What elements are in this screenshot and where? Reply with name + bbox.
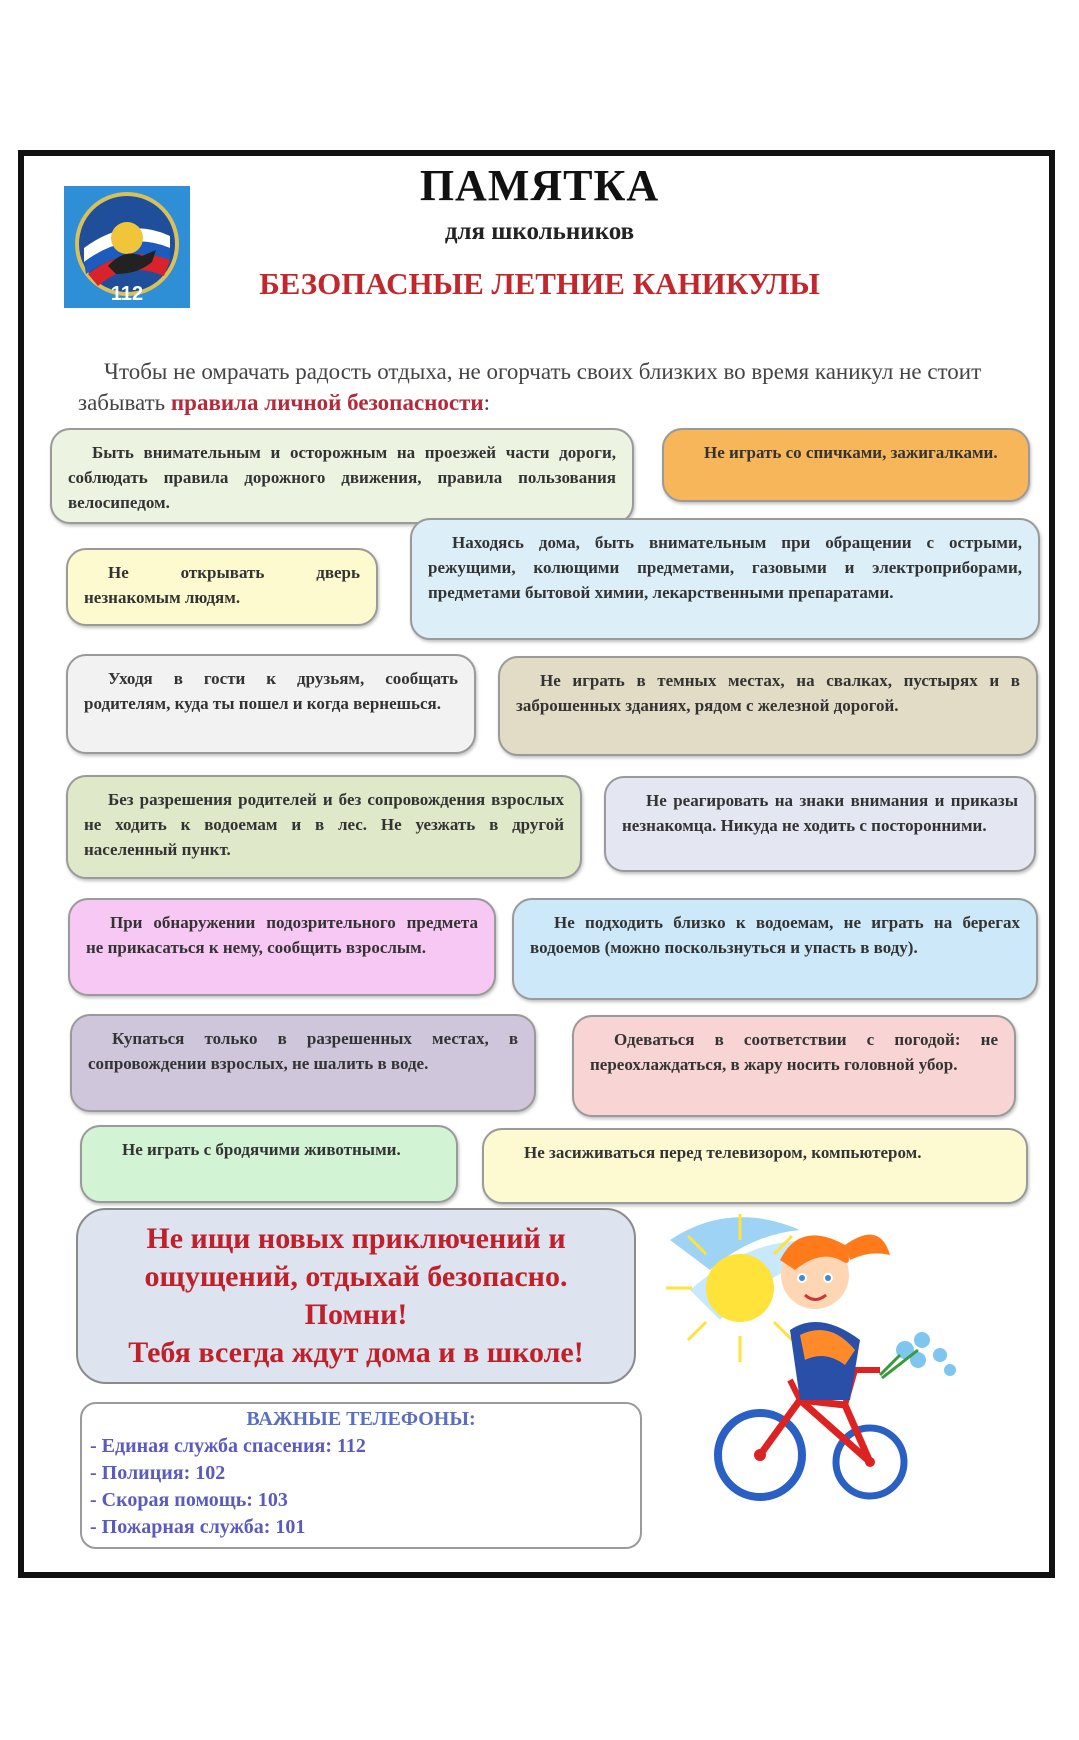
rule-text: Не играть в темных местах, на свалках, пустырях и в заброшенных зданиях, рядом с железной дорогой. xyxy=(516,671,1020,715)
slogan-line: Тебя всегда ждут дома и в школе! xyxy=(128,1336,584,1369)
girl-on-bicycle-illustration xyxy=(650,1200,1030,1510)
rule-text: Одеваться в соответствии с погодой: не переохлаждаться, в жару носить головной убор. xyxy=(590,1030,998,1074)
rule-text: Купаться только в разрешенных местах, в сопровождении взрослых, не шалить в воде. xyxy=(88,1029,518,1073)
intro-highlight: правила личной безопасности xyxy=(170,390,484,415)
rule-text: При обнаружении подозрительного предмета не прикасаться к нему, сообщить взрослым. xyxy=(86,913,478,957)
phones-title: ВАЖНЫЕ ТЕЛЕФОНЫ: xyxy=(246,1408,476,1430)
intro-end: : xyxy=(483,390,491,415)
slogan-line: Не ищи новых приключений и xyxy=(146,1222,566,1255)
rule-text: Быть внимательным и осторожным на проезжей части дороги, соблюдать правила дорожного движения, правила пользования велосипедом. xyxy=(68,443,616,512)
phone-item: - Пожарная служба: 101 xyxy=(90,1516,306,1538)
rule-box-tv xyxy=(482,1128,1028,1204)
poster-subtitle: для школьников xyxy=(444,218,635,245)
phone-item: - Полиция: 102 xyxy=(90,1462,226,1484)
rule-box-home xyxy=(410,518,1040,640)
rule-box-matches xyxy=(662,428,1030,502)
rule-box-weather xyxy=(572,1015,1016,1117)
rule-text: Не реагировать на знаки внимания и приказы незнакомца. Никуда не ходить с посторонними. xyxy=(622,791,1018,835)
phone-item: - Скорая помощь: 103 xyxy=(90,1489,288,1511)
rule-text: Не засиживаться перед телевизором, компьютером. xyxy=(524,1143,922,1162)
slogan-line: Помни! xyxy=(304,1298,408,1331)
rule-box-shores xyxy=(512,898,1038,1000)
intro-paragraph xyxy=(78,356,1028,418)
phone-item: - Единая служба спасения: 112 xyxy=(90,1435,366,1457)
rule-text: Не подходить близко к водоемам, не играть на берегах водоемов (можно поскользнуться и упасть в воду). xyxy=(530,913,1020,957)
intro-text: Чтобы не омрачать радость отдыха, не огорчать своих близких во время каникул не стоит забывать xyxy=(78,359,982,415)
rule-text: Уходя в гости к друзьям, сообщать родителям, куда ты пошел и когда вернешься. xyxy=(84,669,458,713)
rule-text: Без разрешения родителей и без сопровождения взрослых не ходить к водоемам и в лес. Не уезжать в другой населенный пункт. xyxy=(84,790,564,859)
svg-text:112: 112 xyxy=(110,283,144,305)
rule-box-suspicious xyxy=(68,898,496,996)
rule-box-road xyxy=(50,428,634,524)
rule-text: Не открывать дверь незнакомым людям. xyxy=(84,563,360,607)
important-phones xyxy=(80,1402,642,1549)
safety-slogan xyxy=(76,1208,636,1384)
poster-headline: БЕЗОПАСНЫЕ ЛЕТНИЕ КАНИКУЛЫ xyxy=(259,266,820,301)
slogan-line: ощущений, отдыхай безопасно. xyxy=(144,1260,568,1293)
rule-text: Не играть с бродячими животными. xyxy=(122,1140,401,1159)
rule-box-animals xyxy=(80,1125,458,1203)
rule-box-water-forest xyxy=(66,775,582,879)
rule-text: Находясь дома, быть внимательным при обращении с острыми, режущими, колющими предметами, газовыми и электроприборами, предметами бытовой химии, лекарственными препаратами. xyxy=(428,533,1022,602)
rule-text: Не играть со спичками, зажигалками. xyxy=(704,443,998,462)
rule-box-swimming xyxy=(70,1014,536,1112)
rule-box-dark-places xyxy=(498,656,1038,756)
poster-title: ПАМЯТКА xyxy=(419,161,660,210)
rule-box-door xyxy=(66,548,378,626)
rule-box-visiting xyxy=(66,654,476,754)
phones-list xyxy=(90,1433,640,1541)
rule-box-strangers xyxy=(604,776,1036,872)
